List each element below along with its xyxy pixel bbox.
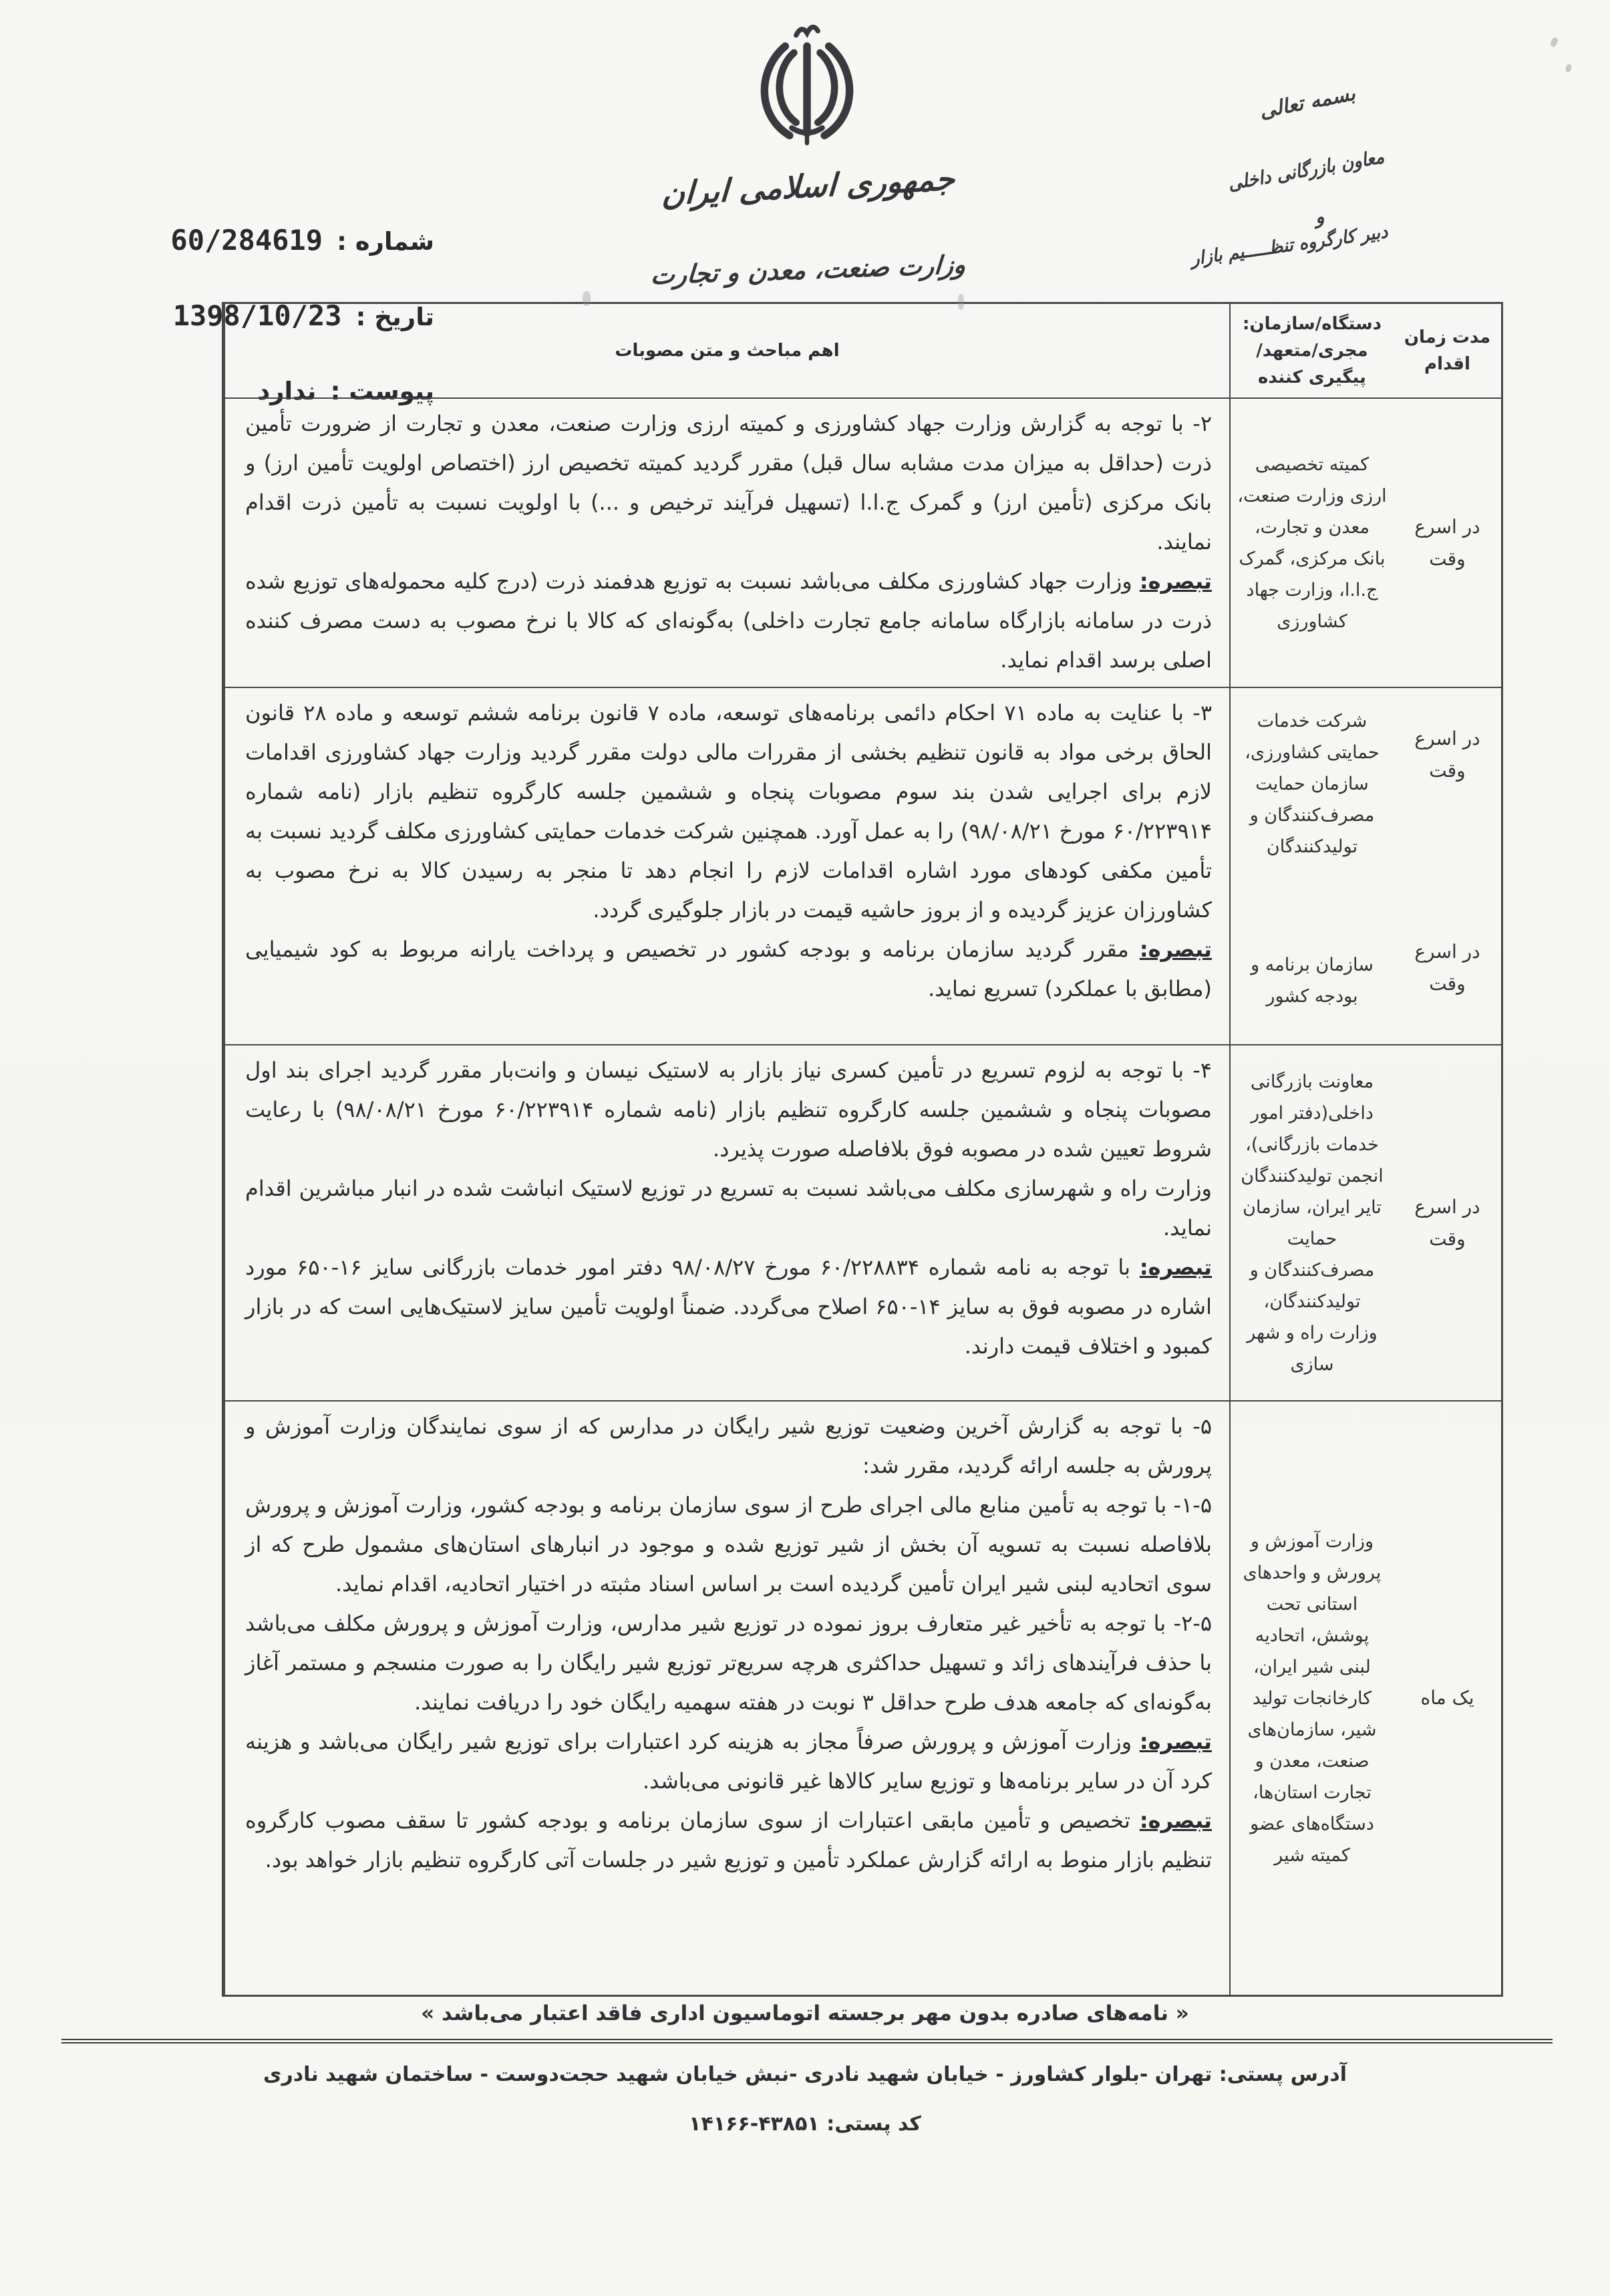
table-row-item-5 — [224, 1400, 1501, 1995]
tabsara-label: تبصره: — [1139, 1729, 1213, 1754]
resolution-paragraph — [245, 693, 1212, 930]
paragraph-text: ۲- با توجه به گزارش وزارت جهاد کشاورزی و کمیته ارزی وزارت صنعت، معدن و تجارت از ضرورت تأمین ذرت (حداقل به میزان مدت مشابه سال قبل) مقرر گردید کمیته تخصیص ارز (اختصاص اولویت تأمین ارز) و بانک مرکزی (تأمین ارز) و گمرک ج.ا.ا (تسهیل فرآیند ترخیص و ...) با اولویت نسبت به تأمین ذرت اقدام نمایند. — [245, 411, 1212, 554]
duration-cell — [1394, 1402, 1501, 1995]
paragraph-text: مقرر گردید سازمان برنامه و بودجه کشور در تخصیص و پرداخت یارانه مربوط به کود شیمیایی (مطابق با عملکرد) تسریع نماید. — [245, 937, 1212, 1001]
paragraph-text: ۵- با توجه به گزارش آخرین وضعیت توزیع شیر رایگان در مدارس که از سوی نمایندگان وزارت آموزش و پرورش به جلسه ارائه گردید، مقرر شد: — [245, 1414, 1212, 1478]
agency-text: سازمان برنامه و بودجه کشور — [1251, 955, 1374, 1007]
duration-text: یک ماه — [1420, 1687, 1474, 1709]
paragraph-text: ۲-۵- با توجه به تأخیر غیر متعارف بروز نموده در توزیع شیر مدارس، وزارت آموزش و پرورش مکلف می‌باشد با حذف فرآیندهای زائد و تسهیل حداکثری هرچه سریع‌تر توزیع شیر رایگان را به صورت منسجم و مستمر آغاز به‌گونه‌ای که جامعه هدف طرح حداقل ۳ نوبت در هفته سهمیه رایگان خود را دریافت نمایند. — [245, 1611, 1212, 1715]
scan-artifact — [1565, 63, 1573, 73]
duration-text: در اسرع وقت — [1414, 515, 1480, 570]
resolution-paragraph — [245, 1604, 1212, 1722]
postal-code: کد پستی: ۴۳۸۵۱-۱۴۱۶۶ — [689, 2112, 921, 2136]
scan-artifact — [583, 291, 591, 306]
letter-attachment-label: پیوست : — [330, 377, 434, 405]
tabsara-label: تبصره: — [1139, 568, 1213, 594]
agency-cell — [1229, 1402, 1394, 1995]
country-title: جمهوری اسلامی ایران — [661, 160, 956, 213]
paragraph-text: ۴- با توجه به لزوم تسریع در تأمین کسری نیاز بازار به لاستیک نیسان و وانت‌بار مقرر گردید اجرای بند اول مصوبات پنجاه و ششمین جلسه کارگروه تنظیم بازار (نامه شماره ۶۰/۲۲۳۹۱۴ مورخ ۹۸/۰۸/۲۱) با رعایت شروط تعیین شده در مصوبه فوق بلافاصله صورت پذیرد. — [245, 1057, 1213, 1162]
duration-cell — [1394, 399, 1501, 687]
signer-title-secretary: دبیر کارگروه تنظـــــیم بازار — [1189, 221, 1390, 270]
agency-cell — [1229, 1045, 1394, 1400]
duration-text: در اسرع وقت — [1414, 1195, 1480, 1250]
letter-attachment-value: ندارد — [257, 377, 317, 405]
header-topics: اهم مباحث و متن مصوبات — [224, 304, 1229, 397]
paragraph-text: تخصیص و تأمین مابقی اعتبارات از سوی سازمان برنامه و بودجه کشور تا سقف مصوب کارگروه تنظیم بازار منوط به ارائه گزارش عملکرد تأمین و توزیع شیر در جلسات آتی کارگروه تنظیم بازار خواهد بود. — [245, 1808, 1212, 1872]
paragraph-text: وزارت راه و شهرسازی مکلف می‌باشد نسبت به تسریع در توزیع لاستیک انباشت شده در انبار مباشرین اقدام نماید. — [245, 1176, 1212, 1241]
resolution-paragraph — [245, 1169, 1212, 1248]
footer-divider — [61, 2039, 1553, 2043]
agency-cell — [1229, 399, 1394, 687]
scan-artifact — [958, 294, 964, 310]
letter-date-label: تاریخ : — [355, 303, 434, 331]
paragraph-text: وزارت آموزش و پرورش صرفاً مجاز به هزینه کرد اعتبارات برای توزیع شیر رایگان می‌باشد و هزینه کرد آن در سایر برنامه‌ها و توزیع سایر کالاها غیر قانونی می‌باشد. — [245, 1729, 1212, 1794]
resolution-cell — [224, 688, 1229, 1044]
resolution-note-paragraph — [245, 1722, 1212, 1801]
header-agency: دستگاه/سازمان: مجری/متعهد/ پیگیری کننده — [1229, 304, 1394, 397]
agency-text: وزارت آموزش و پرورش و واحدهای استانی تحت پوشش، اتحادیه لبنی شیر ایران، کارخانجات تولید شیر، سازمان‌های صنعت، معدن و تجارت استان‌ها، دستگاه‌های عضو کمیته شیر — [1243, 1530, 1382, 1866]
agency-text: شرکت خدمات حمایتی کشاورزی، سازمان حمایت مصرف‌کنندگان و تولیدکنندگان — [1245, 711, 1380, 857]
agency-text: معاونت بازرگانی داخلی(دفتر امور خدمات بازرگانی)، انجمن تولیدکنندگان تایر ایران، سازمان حمایت مصرف‌کنندگان و تولیدکنندگان، وزارت راه و شهر سازی — [1241, 1071, 1384, 1375]
iran-national-emblem-icon — [750, 20, 864, 162]
duration-text: در اسرع وقت — [1414, 727, 1480, 782]
tabsara-label: تبصره: — [1139, 1255, 1213, 1280]
letter-number-value: 60/284619 — [170, 224, 323, 257]
resolution-note-paragraph — [245, 562, 1212, 680]
table-row-item-4 — [224, 1044, 1501, 1400]
tabsara-label: تبصره: — [1139, 1808, 1213, 1833]
signer-title-deputy: معاون بازرگانی داخلی — [1226, 145, 1386, 195]
duration-text: در اسرع وقت — [1414, 941, 1480, 995]
resolution-cell — [224, 399, 1229, 687]
duration-cell — [1394, 1045, 1501, 1400]
resolution-paragraph — [245, 1407, 1212, 1486]
resolution-cell — [224, 1402, 1229, 1995]
resolution-note-paragraph — [245, 1801, 1212, 1880]
table-row-item-2 — [224, 397, 1501, 687]
besmele-text: بسمه تعالی — [1257, 81, 1357, 124]
header-duration: مدت زمان اقدام — [1404, 327, 1491, 374]
validity-note: « نامه‌های صادره بدون مهر برجسته اتوماسیون اداری فاقد اعتبار می‌باشد » — [421, 2001, 1189, 2025]
resolutions-table — [222, 302, 1503, 1997]
scan-artifact — [1549, 37, 1559, 47]
resolution-note-paragraph — [245, 1248, 1212, 1366]
resolution-paragraph — [245, 1486, 1212, 1604]
letter-date-value: 1398/10/23 — [172, 299, 342, 332]
resolution-paragraph — [245, 404, 1212, 562]
agency-cell — [1229, 688, 1394, 1044]
paragraph-text: وزارت جهاد کشاورزی مکلف می‌باشد نسبت به توزیع هدفمند ذرت (درج کلیه محموله‌های توزیع شده ذرت در سامانه بازارگاه سامانه جامع تجارت داخلی) به‌گونه‌ای که کالا با نرخ مصوب به دست مصرف کننده اصلی برسد اقدام نماید. — [245, 568, 1212, 673]
duration-cell — [1394, 688, 1501, 1044]
paragraph-text: ۱-۵- با توجه به تأمین منابع مالی اجرای طرح از سوی سازمان برنامه و بودجه کشور، وزارت آموزش و پرورش بلافاصله نسبت به تسویه آن بخش از شیر توزیع شده و موجود در انبارهای استان‌های مشمول طرح که از سوی اتحادیه لبنی شیر ایران تأمین گردیده است بر اساس اسناد مثبته در اختیار اتحادیه، اقدام نماید. — [245, 1492, 1212, 1597]
paragraph-text: با توجه به نامه شماره ۶۰/۲۲۸۸۳۴ مورخ ۹۸/۰۸/۲۷ دفتر امور خدمات بازرگانی سایز ۱۶-۶۵۰ مورد اشاره در مصوبه فوق به سایز ۱۴-۶۵۰ اصلاح می‌گردد. ضمناً اولویت تأمین سایز لاستیک‌هایی است که در بازار کمبود و اختلاف قیمت دارند. — [245, 1255, 1213, 1359]
postal-address: آدرس پستی: تهران -بلوار کشاورز - خیابان شهید نادری -نبش خیابان شهید حجت‌دوست - ساختمان شهید نادری — [263, 2063, 1347, 2086]
agency-text: کمیته تخصیصی ارزی وزارت صنعت، معدن و تجارت، بانک مرکزی، گمرک ج.ا.ا، وزارت جهاد کشاورزی — [1237, 454, 1387, 632]
signer-conjunction: و — [1313, 205, 1326, 228]
letter-number-label: شماره : — [337, 227, 434, 256]
tabsara-label: تبصره: — [1139, 937, 1213, 962]
resolution-note-paragraph — [245, 930, 1212, 1009]
table-row-item-3 — [224, 687, 1501, 1044]
table-header-row — [224, 304, 1501, 397]
resolution-cell — [224, 1045, 1229, 1400]
resolution-paragraph — [245, 1051, 1212, 1169]
paragraph-text: ۳- با عنایت به ماده ۷۱ احکام دائمی برنامه‌های توسعه، ماده ۷ قانون برنامه ششم توسعه و ماده ۲۸ قانون الحاق برخی مواد به قانون تنظیم بخشی از مقررات مالی دولت مقرر گردید وزارت جهاد کشاورزی اقدامات لازم برای اجرایی شدن بند سوم مصوبات پنجاه و ششمین جلسه کارگروه تنظیم بازار (نامه شماره ۶۰/۲۲۳۹۱۴ مورخ ۹۸/۰۸/۲۱) را به عمل آورد. همچنین شرکت خدمات حمایتی کشاورزی مکلف گردید نسبت به تأمین مکفی کودهای مورد اشاره اقدامات لازم را انجام دهد تا منجر به رسیدن کالا به نرخ مصوب به کشاورزان عزیز گردیده و از بروز حاشیه قیمت در بازار جلوگیری گردد. — [245, 700, 1213, 923]
letter-number-row — [117, 220, 434, 267]
ministry-title: وزارت صنعت، معدن و تجارت — [649, 249, 967, 291]
